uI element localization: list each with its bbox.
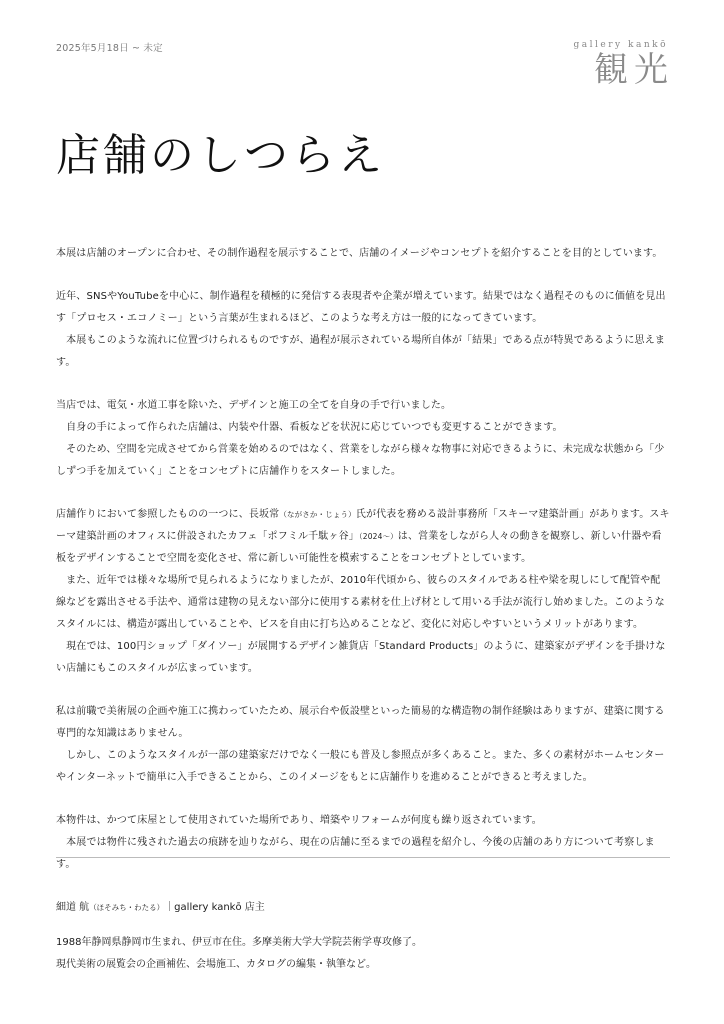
author-reading: （ほそみち・わたる） <box>89 903 165 912</box>
paragraph: 店舗作りにおいて参照したものの一つに、長坂常（ながさか・じょう）氏が代表を務める設計事務所「スキーマ建築計画」があります。スキーマ建築計画のオフィスに併設されたカフェ「ポフミル千駄ヶ谷」（2024〜）は、営業をしながら人々の動きを観察し、新しい什器や看板をデザインすることで空間を変化させ、常に新しい可能性を模索することをコンセプトとしています。 また、近年では様々な場所で見られるようになりましたが、2010年代頃から、彼らのスタイルである柱や梁を現しにして配管や配線などを露出させる手法や、通常は建物の見えない部分に使用する素材を仕上げ材として用いる手法が流行し始めました。このようなスタイルには、構造が露出していることや、ビスを自由に打ち込めることなど、変化に対応しやすいというメリットがあります。 現在では、100円ショップ「ダイソー」が展開するデザイン雑貨店「Standard Products」のように、建築家がデザインを手掛けない店舗にもこのスタイルが広まっています。 <box>56 509 670 674</box>
page-title: 店舗のしつらえ <box>56 130 385 181</box>
bio-line: 現代美術の展覧会の企画補佐、会場施工、カタログの編集・執筆など。 <box>56 959 376 970</box>
reading-annotation: （ながさか・じょう） <box>279 510 356 519</box>
logo-subtitle: gallery kankō <box>573 40 668 50</box>
paragraph: 私は前職で美術展の企画や施工に携わっていたため、展示台や仮設壁といった簡易的な構造物の制作経験はありますが、建築に関する専門的な知識はありません。 しかし、このようなスタイルが一部の建築家だけでなく一般にも普及し参照点が多くあること。また、多くの素材がホームセンターやインターネットで簡単に入手できることから、このイメージをもとに店舗作りを進めることができると考えました。 <box>56 706 665 783</box>
author-bio <box>56 932 670 976</box>
author-role: ｜gallery kankō 店主 <box>164 902 265 913</box>
bio-line: 1988年静岡県静岡市生まれ、伊豆市在住。多摩美術大学大学院芸術学専攻修了。 <box>56 937 423 948</box>
year-annotation: （2024〜） <box>358 532 398 541</box>
logo-wordmark: 観光 <box>594 50 674 90</box>
paragraph: 本展は店舗のオープンに合わせ、その制作過程を展示することで、店舗のイメージやコンセプトを紹介することを目的としています。 <box>56 248 663 259</box>
author-line <box>56 897 670 919</box>
statement-body <box>56 243 670 897</box>
author-name: 細道 航 <box>56 902 90 913</box>
gallery-logo <box>573 40 674 90</box>
paragraph: 当店では、電気・水道工事を除いた、デザインと施工の全てを自身の手で行いました。 自身の手によって作られた店舗は、内装や什器、看板などを状況に応じていつでも変更することができます。 そのため、空間を完成させてから営業を始めるのではなく、営業をしながら様々な物事に対応できるように、未完成な状態から「少しずつ手を加えていく」ことをコンセプトに店舗作りをスタートしました。 <box>56 400 665 477</box>
paragraph: 近年、SNSやYouTubeを中心に、制作過程を積極的に発信する表現者や企業が増えています。結果ではなく過程そのものに価値を見出す「プロセス・エコノミー」という言葉が生まれるほど、このような考え方は一般的になってきています。 本展もこのような流れに位置づけられるものですが、過程が展示されている場所自体が「結果」である点が特異であるように思えます。 <box>56 291 666 368</box>
paragraph: 本物件は、かつて床屋として使用されていた場所であり、増築やリフォームが何度も繰り返されています。 本展では物件に残された過去の痕跡を辿りながら、現在の店舗に至るまでの過程を紹介し、今後の店舗のあり方について考察します。 <box>56 815 655 870</box>
exhibition-date: 2025年5月18日 ~ 未定 <box>56 43 163 54</box>
divider <box>56 857 670 858</box>
